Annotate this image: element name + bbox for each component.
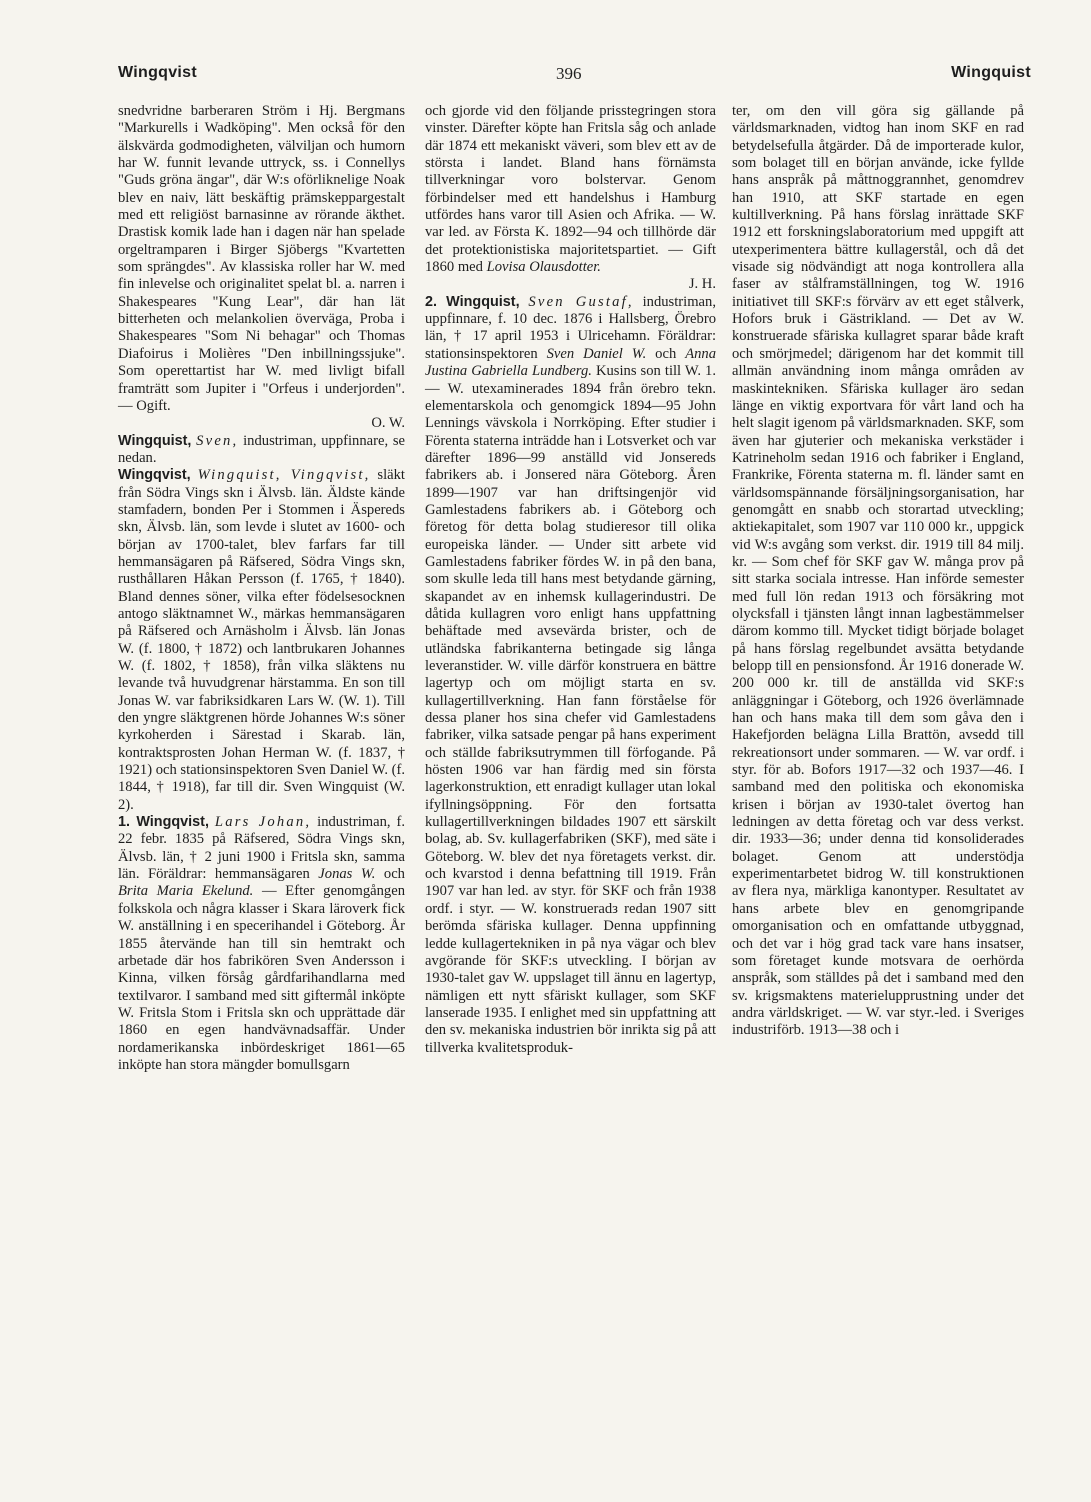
text-column-1 [118,103,405,1074]
author-signature: J. H. [688,276,716,293]
entry-family [118,467,405,814]
entry-sven-crossref [118,433,405,468]
running-head-right: Wingquist [951,64,1031,81]
paragraph [118,103,405,433]
parent-name: Jonas W. [318,866,376,883]
entry-text: släkt från Södra Vings skn i Älvsb. län. Äldste kände stamfadern, bonden Per i Stommen i Äspereds skn, Älvsb. län, som levde i slutet av 1600- och början av 1700-talet, blev farfars far till hemmansägaren på Räfsered, Södra Vings skn, rusthållaren Håkan Persson (f. 1765, † 1840). Bland dennes söner, vilka efter födelsesocknen antogo släktnamnet W., märkas hemmansägaren på Räfsered och Arnäsholm i Älvsb. län Jonas W. (f. 1800, † 1872) och lantbrukaren Johannes W. (f. 1802, † 1858), från vilka släktens nu levande två huvudgrenar härstamma. En son till Jonas W. var fabriksidkaren Lars W. (W. 1). Till den yngre släktgrenen hörde Johannes W:s söner kyrkoherden i Särestad i Skarab. län, kontraktsprosten Johan Herman W. (f. 1837, † 1921) och stationsinspektoren Sven Daniel W. (f. 1844, † 1918), far till dir. Sven Wingquist (W. 2). [118,467,405,813]
entry-headword: Wingqvist, [118,467,191,484]
entry-sven-gustaf [425,294,716,1057]
text-column-3 [732,103,1024,1040]
entry-headword: Wingquist, [118,432,192,449]
running-head-left: Wingqvist [118,64,197,81]
paragraph [425,103,716,294]
page-number: 396 [556,64,582,83]
parent-name: Brita Maria Ekelund. [118,883,254,900]
paragraph-text: ter, om den vill göra sig gällande på världsmarknaden, vidtog han inom SKF en rad betydelsefulla åtgärder. Då de importerade kulor, som bolaget till en början använde, icke fyllde hans anspråk på måttnoggrannhet, genomdrev han 1910, att SKF startade en egen kultillverkning. På hans förslag inrättade SKF 1912 ett forskningslaboratorium med uppgift att utexperimentera bättre kullagerstål, och då det visade sig nödvändigt att noga kontrollera alla faser av stålframställningen, tog W. 1916 initiativet till SKF:s förvärv av ett eget stålverk, Hofors bruk i Gästrikland. — Det av W. konstruerade sfäriska kullagret sparar både kraft och smörjmedel; därigenom har det kommit till allmän användning inom många områden av maskintekniken. Sfäriska kullager äro sedan länge en viktig exportvara för vårt land och ha helt slagit igenom på världsmarknaden. SKF, som även har gjuterier och mekaniska verkstäder i Katrineholm sedan 1916 och fabriker i England, Frankrike, Förenta staterna m. fl. länder samt en världsomspännande försäljningsorganisation, har genomgått en snabb och storartad utveckling; aktiekapitalet, som 1907 var 110 000 kr., uppgick vid W:s avgång som verkst. dir. 1919 till 84 milj. kr. — Som chef för SKF gav W. många prov på sitt starka sociala intresse. Han införde semester med full lön redan 1913 och försäkring mot olycksfall i tjänsten långt innan lagbestämmelser därom kommo till. Mycket tidigt började bolaget på hans förslag regelbundet avsätta betydande belopp till en pensionsfond. År 1916 donerade W. 200 000 kr. till de anställda vid SKF:s anläggningar i Göteborg, och 1926 överlämnade han och hans maka till dem som gåva den i Hakefjorden belägna Lilla Brattön, avsedd till rekreationsort under sommaren. — W. var ordf. i styr. för ab. Bofors 1917—32 och 1937—46. I samband med den politiska och ekonomiska krisen i början av 1930-talet övertog han ledningen av detta företag och var dess verkst. dir. 1933—36; under denna tid konsoliderades bolaget. Genom att understödja experimentarbetet bidrog W. till konstruktionen av flera nya, märkliga kanontyper. Resultatet av hans arbete blev en genomgripande omorganisation och en omfattande utbyggnad, och det var i hög grad tack vare hans insatser, som företaget kunde motsvara de oerhörda anspråk, som ställdes på det i samband med den sv. krigsmaktens materielupprustning under det andra världskriget. — W. var styr.-led. i Sveriges industriförb. 1913—38 och i [732,103,1024,1039]
paragraph [732,103,1024,1040]
author-signature: O. W. [371,415,405,432]
paragraph-text: snedvridne barberaren Ström i Hj. Bergmans "Markurells i Wadköping". Men också för den älskvärda godmodigheten, välviljan och humorn har W. funnit levande uttryck, ss. i Connellys "Guds gröna ängar", där W:s oförliknelige Noak blev en naiv, lätt beskäftig prämskeppargestalt med ett religiöst barnasinne av rörande äkthet. Drastisk komik lade han i dagen när han spelade orgeltramparen i Birger Sjöbergs "Kvartetten som sprängdes". Av klassiska roller har W. med fin inlevelse och originalitet spelat bl. a. narren i Shakespeares "Kung Lear", där han lät bitterheten och melankolien överväga, Proba i Shakespeares "Som Ni behagar" och Thomas Diafoirus i Molières "Den inbillningssjuke". Som operettartist har W. med livligt bifall framträtt som Jupiter i "Orfeus i underjorden". — Ogift. [118,103,405,414]
text-column-2 [425,103,716,1057]
entry-text: — Efter genomgången folkskola och några klasser i Skara läroverk fick W. anställning i en specerihandel i Göteborg. År 1855 återvände han till sin hemtrakt och arbetade där hos fabrikören Sven Andersson i Kinna, vilken försåg gårdfarihandlarna med textilvaror. I samband med sitt giftermål inköpte W. Fritsla Stom i Fritsla skn och upprättade där 1860 en egen handvävnadsaffär. Under nordamerikanska inbördeskriget 1861—65 inköpte han stora mängder bomullsgarn [118,883,406,1073]
parent-name: Anna Justina Gabriella Lundberg. [425,345,716,380]
entry-forename: Lars Johan, [214,814,312,831]
entry-headword: 1. Wingqvist, [118,814,209,831]
entry-forename: Sven, [196,432,239,449]
spouse-name: Lovisa Olausdotter. [486,259,601,276]
page-header [118,64,1031,88]
entry-text: industriman, uppfinnare, f. 10 dec. 1876 i Hallsberg, Örebro län, † 17 april 1953 i Ulricehamn. Föräldrar: stationsinspektoren [425,293,716,362]
entry-headword: 2. Wingquist, [425,293,520,310]
entry-variants: Wingquist, Vingqvist, [197,467,371,484]
conjunction: och [655,345,677,362]
conjunction: och [383,866,405,883]
entry-text: Kusins son till W. 1. — W. utexaminerades 1894 från örebro tekn. elementarskola och genomgick 1894—95 John Lennings vävskola i Norrköping. Efter studier i Förenta staterna inträdde han i Lotsverket och var därefter 1896—99 anställd vid Jonsereds fabrikers ab. i Jonsered nära Göteborg. Åren 1899—1907 var han driftsingenjör vid Gamlestadens fabrikers ab. i Göteborg och företog för detta bolag studieresor till olika europeiska länder. — Under sitt arbete vid Gamlestadens fabriker fördes W. in på den bana, som skulle leda till hans mest betydande gärning, skapandet av en inhemsk kullagerindustri. De dåtida kullagren voro enligt hans uppfattning behäftade med avsevärda brister, och de utländska fabrikanterna betingade sig långa leveranstider. W. ville därför konstruera en bättre lagertyp och om möjligt starta en sv. kullagertillverkning. Han fann förståelse för dessa planer hos sina chefer vid Gamlestadens fabriker, vilka satsade pengar på hans experiment och ställde fabriksutrymmen till förfogande. På hösten 1906 var han färdig med sin första lagerkonstruktion, ett enradigt kullager utan lokal ifyllningsöppning. För den fortsatta kullagertillverkningen bildades 1907 ett särskilt bolag, ab. Sv. kullagerfabriken (SKF), med säte i Göteborg. W. blev det nya företagets verkst. dir. och kvarstod i denna befattning till 1919. Från 1907 var han led. av styr. för SKF och från 1938 ordf. i styr. — W. konstrueradз redan 1907 sitt berömda sfäriska kullager. Denna uppfinning ledde kullagertekniken in på nya vägar och blev avgörande för SKF:s utveckling. I början av 1930-talet gav W. uppslaget till ännu en lagertyp, nämligen ett nytt sfäriskt kullager, som SKF lanserade 1935. I enlighet med sin uppfattning att den sv. mekaniska industrien bör inrikta sig på att tillverka kvalitetsproduk- [425,363,716,1056]
entry-forename: Sven Gustaf, [528,293,634,310]
paragraph-text: och gjorde vid den följande prisstegringen stora vinster. Därefter köpte han Fritsla såg och anlade där 1874 ett mekaniskt väveri, som blev ett av de största i landet. Bland hans förnämsta tillverkningar voro bolstervar. Genom förbindelser med ett handelshus i Hamburg utfördes hans varor till Asien och Afrika. — W. var led. av Första K. 1892—94 och tillhörde där det protektionistiska majoritetspartiet. — Gift 1860 med [425,103,716,276]
entry-text: industriman, uppfinnare, se nedan. [118,432,405,466]
entry-text: industriman, f. 22 febr. 1835 på Räfsered, Södra Vings skn, Älvsb. län, † 2 juni 1900 i Fritsla skn, samma län. Föräldrar: hemmansägaren [118,814,405,883]
parent-name: Sven Daniel W. [546,345,647,362]
entry-lars-johan [118,814,405,1074]
